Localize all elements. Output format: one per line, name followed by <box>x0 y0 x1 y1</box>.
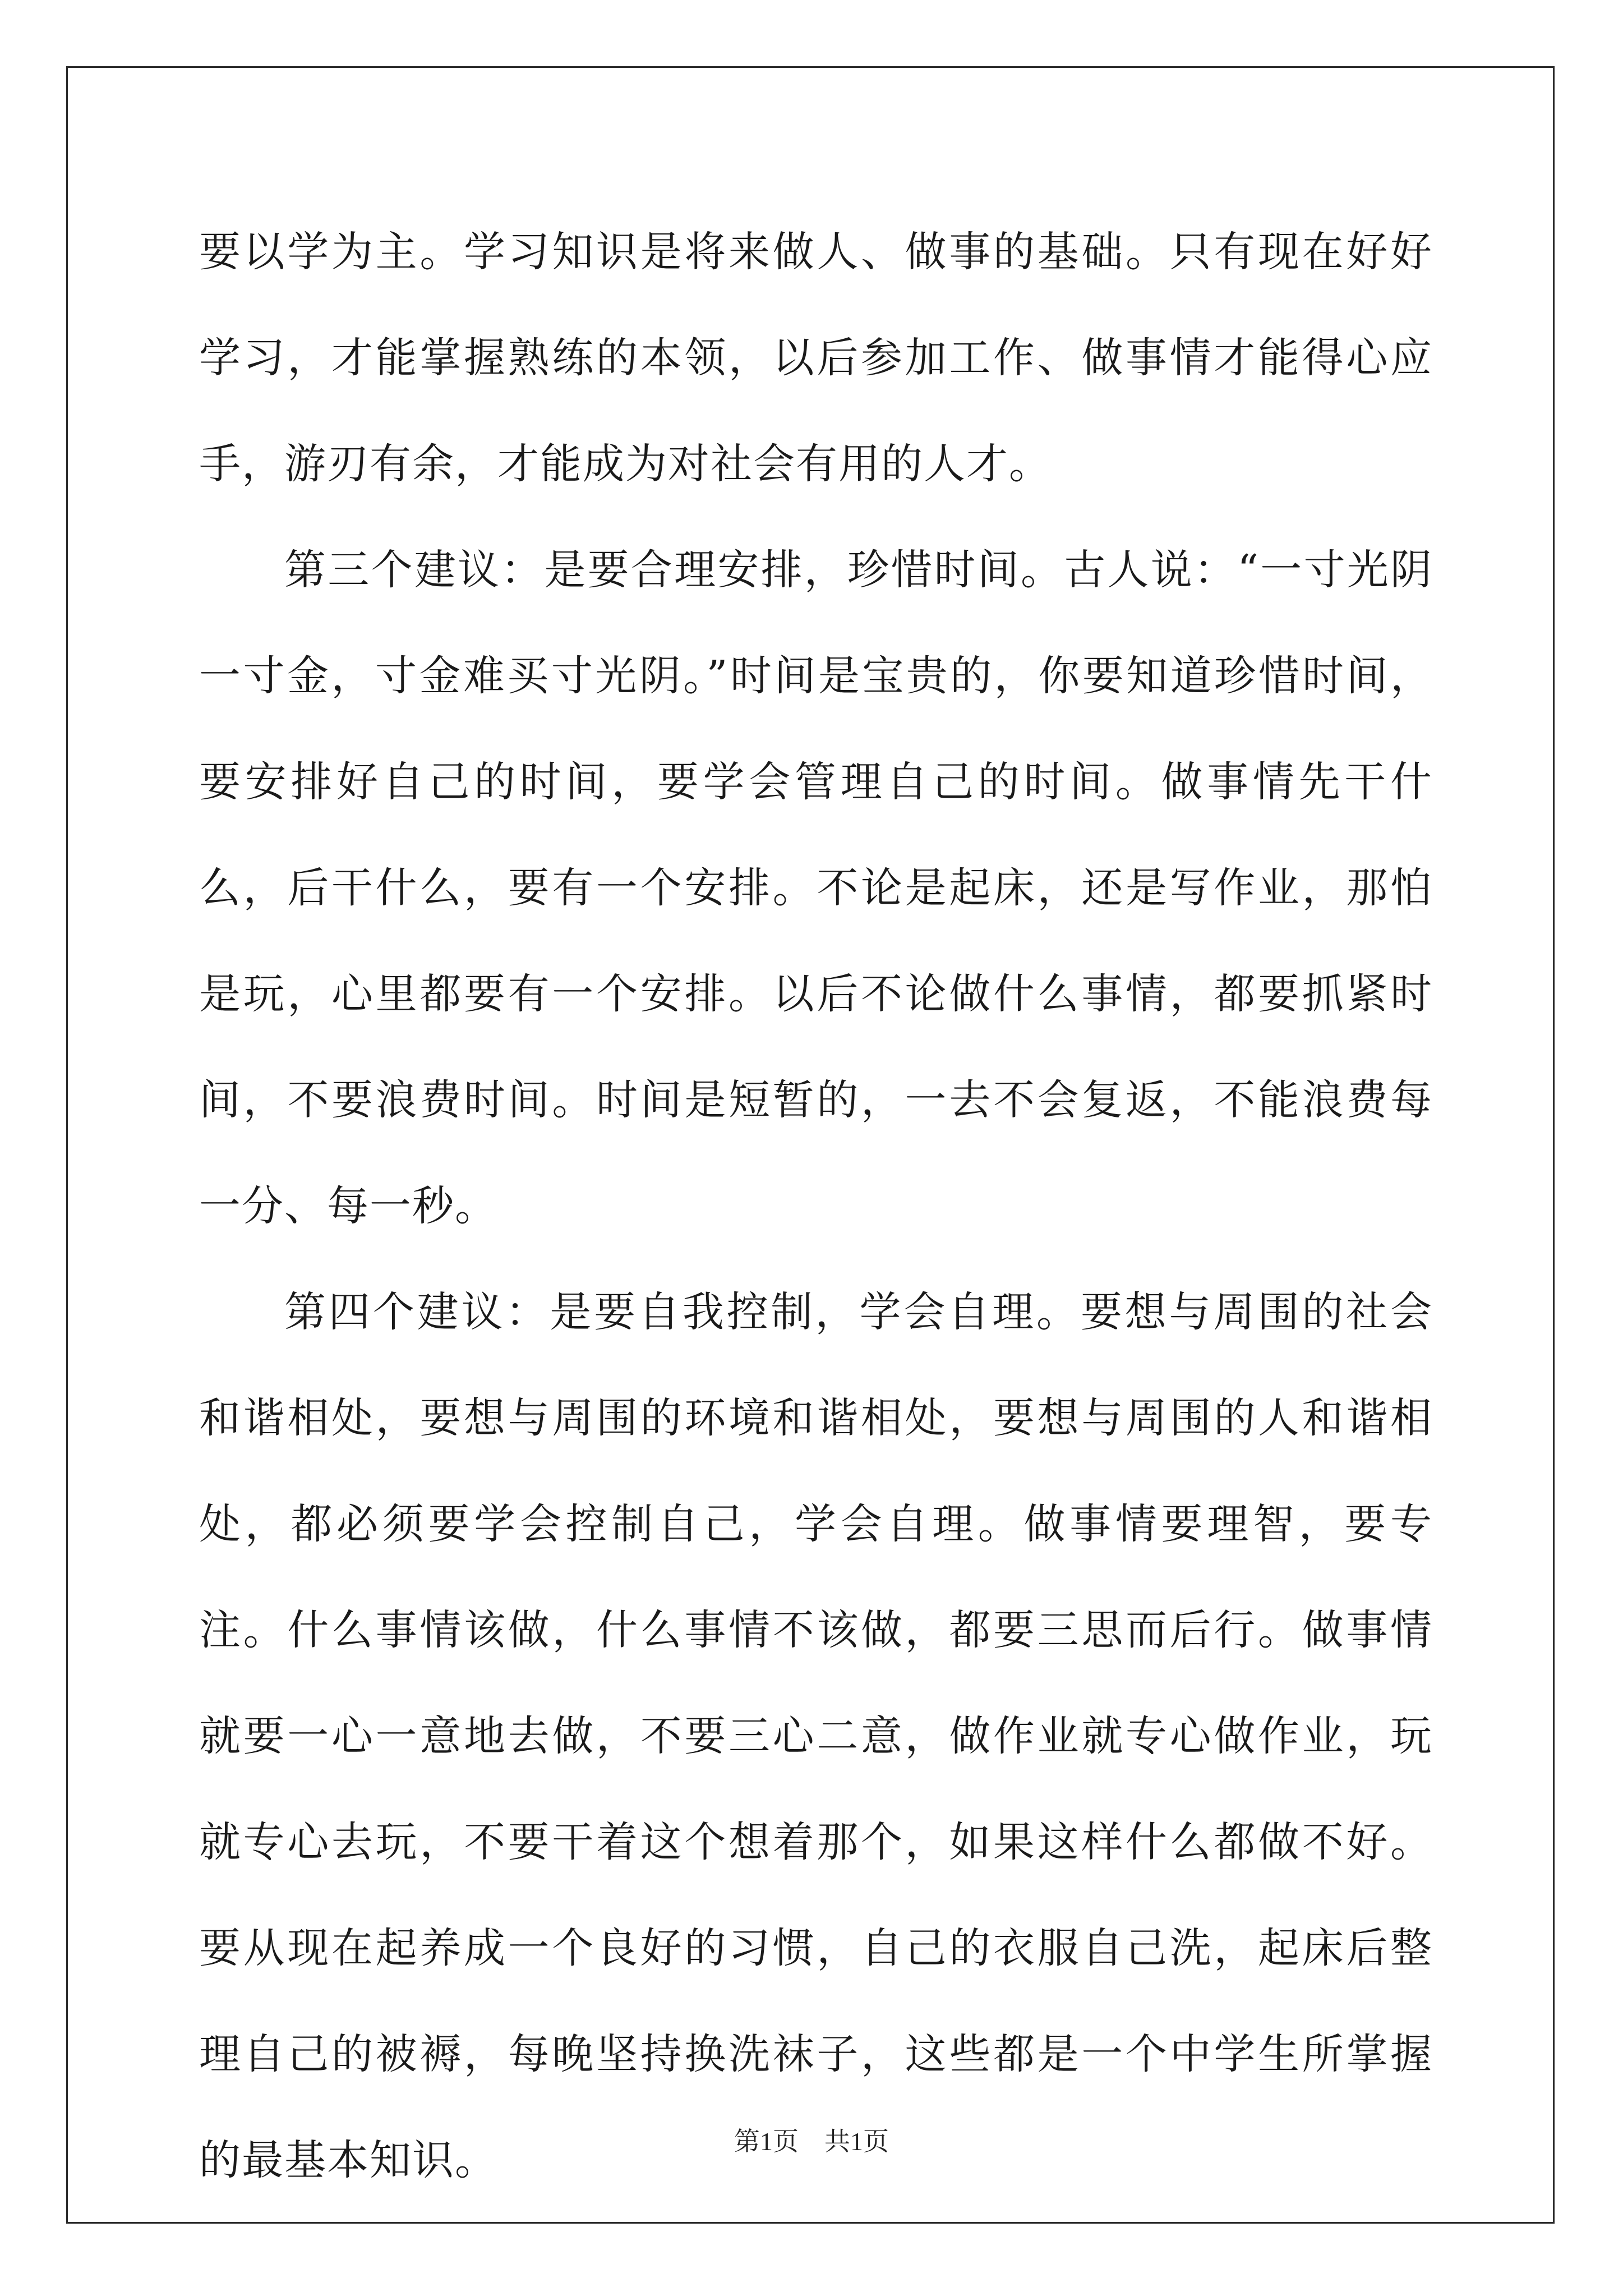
document-body <box>199 199 1433 2214</box>
paragraph-1: 要以学为主。学习知识是将来做人、做事的基础。只有现在好好学习，才能掌握熟练的本领，以后参加工作、做事情才能得心应手，游刃有余，才能成为对社会有用的人才。 <box>199 228 1433 488</box>
paragraph-3: 第四个建议：是要自我控制，学会自理。要想与周围的社会和谐相处，要想与周围的环境和谐相处，要想与周围的人和谐相处，都必须要学会控制自己，学会自理。做事情要理智，要专注。什么事情该做，什么事情不该做，都要三思而后行。做事情就要一心一意地去做，不要三心二意，做作业就专心做作业，玩就专心去玩，不要干着这个想着那个，如果这样什么都做不好。要从现在起养成一个良好的习惯，自己的衣服自己洗，起床后整理自己的被褥，每晚坚持换洗袜子，这些都是一个中学生所掌握的最基本知识。 <box>199 1288 1433 2184</box>
page-number: 第1页 共1页 <box>734 2127 889 2156</box>
paragraph-2: 第三个建议：是要合理安排，珍惜时间。古人说：“一寸光阴一寸金，寸金难买寸光阴。”时间是宝贵的，你要知道珍惜时间，要安排好自己的时间，要学会管理自己的时间。做事情先干什么，后干什么，要有一个安排。不论是起床，还是写作业，那怕是玩，心里都要有一个安排。以后不论做什么事情，都要抓紧时间，不要浪费时间。时间是短暂的，一去不会复返，不能浪费每一分、每一秒。 <box>199 546 1433 1230</box>
